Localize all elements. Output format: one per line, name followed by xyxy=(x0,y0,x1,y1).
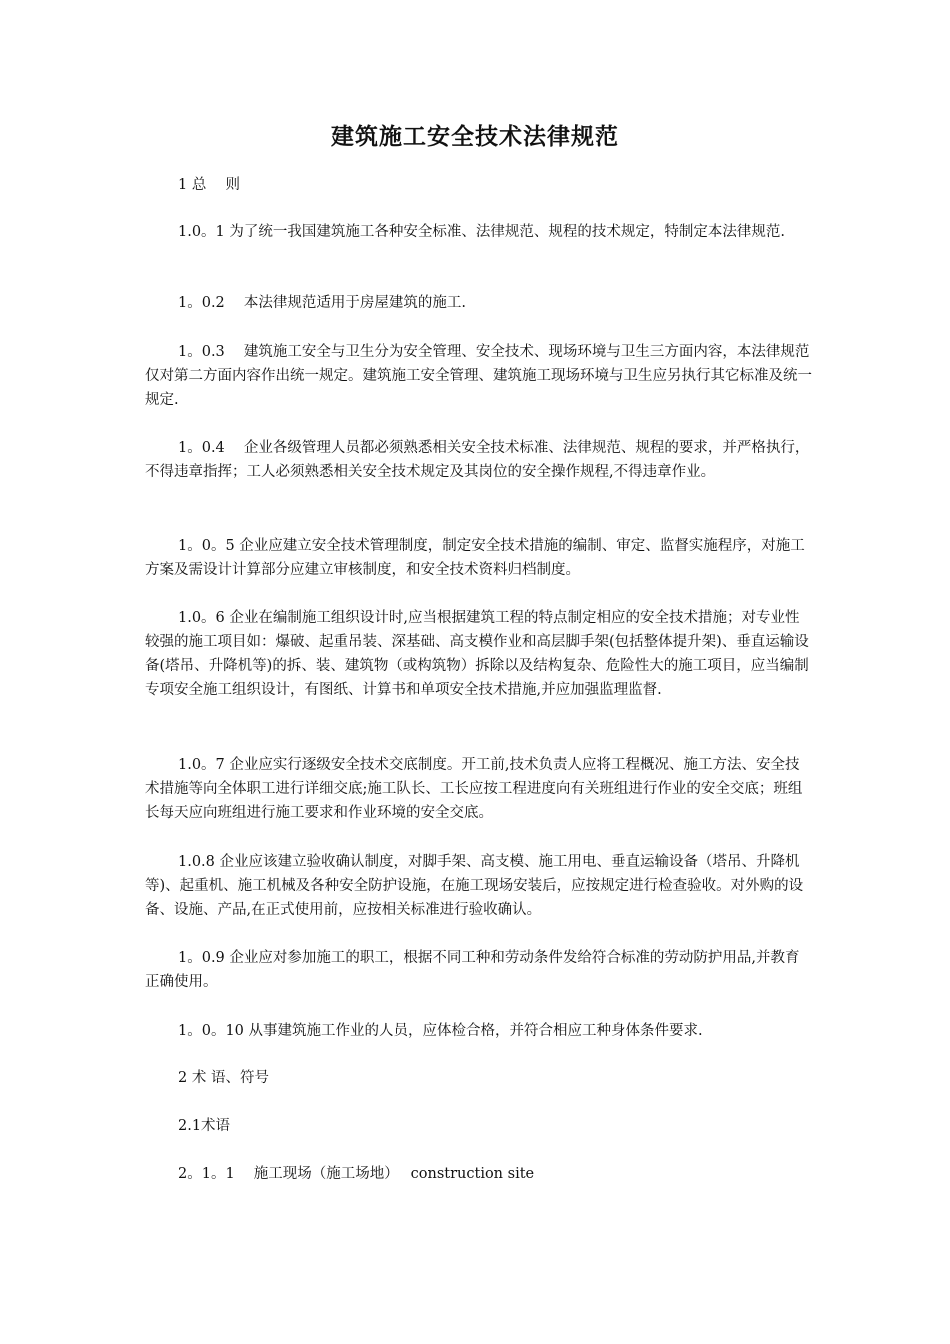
clause-1-0-3: 1。0.3 建筑施工安全与卫生分为安全管理、安全技术、现场环境与卫生三方面内容，本法律规范仅对第二方面内容作出统一规定。建筑施工安全管理、建筑施工现场环境与卫生应另执行其它标准及统一规定. xyxy=(145,344,812,408)
clause-1-0-1: 1.0。1 为了统一我国建筑施工各种安全标准、法律规范、规程的技术规定，特制定本法律规范. xyxy=(178,224,785,240)
clause-1-0-2: 1。0.2 本法律规范适用于房屋建筑的施工. xyxy=(178,295,467,311)
clause-1-0-4: 1。0.4 企业各级管理人员都必须熟悉相关安全技术标准、法律规范、规程的要求，并严格执行，不得违章指挥；工人必须熟悉相关安全技术规定及其岗位的安全操作规程,不得违章作业。 xyxy=(145,440,810,480)
chapter-heading-general: 1 总 则 xyxy=(178,177,240,193)
document-title: 建筑施工安全技术法律规范 xyxy=(331,124,619,150)
term-2-1-1: 2。1。1 施工现场（施工场地） construction site xyxy=(178,1166,535,1182)
section-heading-terms: 2.1术语 xyxy=(178,1118,231,1134)
clause-1-0-5: 1。0。5 企业应建立安全技术管理制度，制定安全技术措施的编制、审定、监督实施程序，对施工方案及需设计计算部分应建立审核制度，和安全技术资料归档制度。 xyxy=(145,538,805,578)
clause-1-0-6: 1.0。6 企业在编制施工组织设计时,应当根据建筑工程的特点制定相应的安全技术措施；对专业性较强的施工项目如：爆破、起重吊装、深基础、高支模作业和高层脚手架(包括整体提升架)、垂直运输设备(塔吊、升降机等)的拆、装、建筑物（或构筑物）拆除以及结构复杂、危险性大的施工项目，应当编制专项安全施工组织设计，有图纸、计算书和单项安全技术措施,并应加强监理监督. xyxy=(145,610,809,698)
chapter-heading-terms-symbols: 2 术 语、符号 xyxy=(178,1070,269,1086)
clause-1-0-9: 1。0.9 企业应对参加施工的职工，根据不同工种和劳动条件发给符合标准的劳动防护用品,并教育正确使用。 xyxy=(145,950,800,990)
clause-1-0-7: 1.0。7 企业应实行逐级安全技术交底制度。开工前,技术负责人应将工程概况、施工方法、安全技术措施等向全体职工进行详细交底;施工队长、工长应按工程进度向有关班组进行作业的安全交底；班组长每天应向班组进行施工要求和作业环境的安全交底。 xyxy=(145,757,803,821)
clause-1-0-10: 1。0。10 从事建筑施工作业的人员，应体检合格，并符合相应工种身体条件要求. xyxy=(178,1023,703,1039)
clause-1-0-8: 1.0.8 企业应该建立验收确认制度，对脚手架、高支模、施工用电、垂直运输设备（塔吊、升降机等)、起重机、施工机械及各种安全防护设施，在施工现场安装后，应按规定进行检查验收。对外购的设备、设施、产品,在正式使用前，应按相关标准进行验收确认。 xyxy=(145,854,804,918)
